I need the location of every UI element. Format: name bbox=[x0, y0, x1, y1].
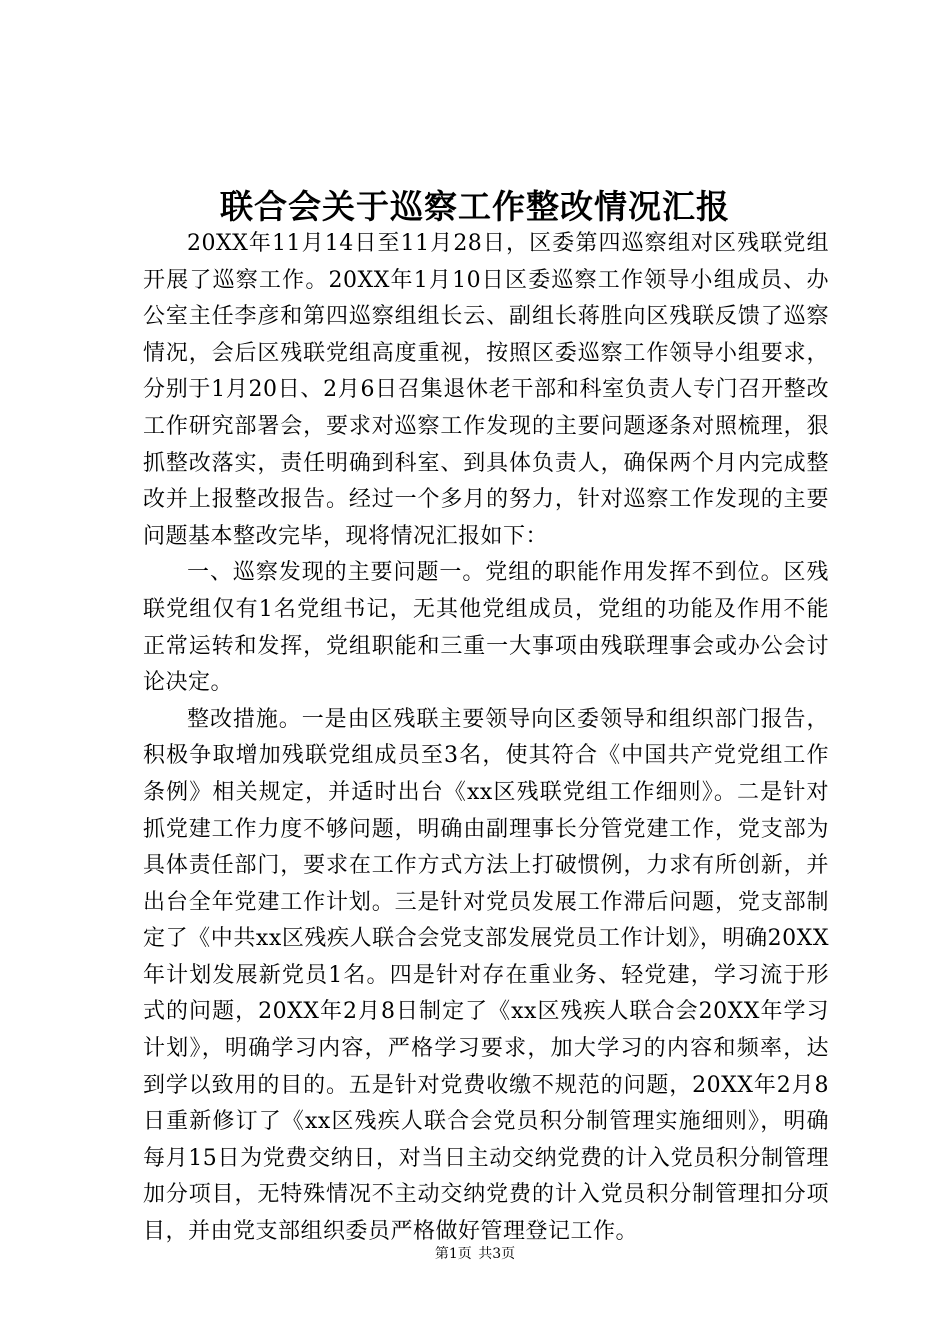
document-body bbox=[143, 226, 829, 1251]
paragraph-rectification-measures: 整改措施。一是由区残联主要领导向区委领导和组织部门报告，积极争取增加残联党组成员至3名，使其符合《中国共产党党组工作条例》相关规定，并适时出台《xx区残联党组工作细则》。二是针对抓党建工作力度不够问题，明确由副理事长分管党建工作，党支部为具体责任部门，要求在工作方式方法上打破惯例，力求有所创新，并出台全年党建工作计划。三是针对党员发展工作滞后问题，党支部制定了《中共xx区残疾人联合会党支部发展党员工作计划》，明确20XX年计划发展新党员1名。四是针对存在重业务、轻党建，学习流于形式的问题，20XX年2月8日制定了《xx区残疾人联合会20XX年学习计划》，明确学习内容，严格学习要求，加大学习的内容和频率，达到学以致用的目的。五是针对党费收缴不规范的问题，20XX年2月8日重新修订了《xx区残疾人联合会党员积分制管理实施细则》，明确每月15日为党费交纳日，对当日主动交纳党费的计入党员积分制管理加分项目，无特殊情况不主动交纳党费的计入党员积分制管理扣分项目，并由党支部组织委员严格做好管理登记工作。 bbox=[143, 706, 829, 1245]
paragraph-intro: 20XX年11月14日至11月28日，区委第四巡察组对区残联党组开展了巡察工作。20XX年1月10日区委巡察工作领导小组成员、办公室主任李彦和第四巡察组组长云、副组长蒋胜向区残联反馈了巡察情况，会后区残联党组高度重视，按照区委巡察工作领导小组要求，分别于1月20日、2月6日召集退休老干部和科室负责人专门召开整改工作研究部署会，要求对巡察工作发现的主要问题逐条对照梳理，狠抓整改落实，责任明确到科室、到具体负责人，确保两个月内完成整改并上报整改报告。经过一个多月的努力，针对巡察工作发现的主要问题基本整改完毕，现将情况汇报如下： bbox=[143, 231, 829, 549]
document-title: 联合会关于巡察工作整改情况汇报 bbox=[220, 187, 730, 226]
paragraph-problem-one: 一、巡察发现的主要问题一。党组的职能作用发挥不到位。区残联党组仅有1名党组书记，无其他党组成员，党组的功能及作用不能正常运转和发挥，党组职能和三重一大事项由残联理事会或办公会讨论决定。 bbox=[143, 560, 829, 696]
page-footer: 第1页 共3页 bbox=[434, 1246, 516, 1262]
